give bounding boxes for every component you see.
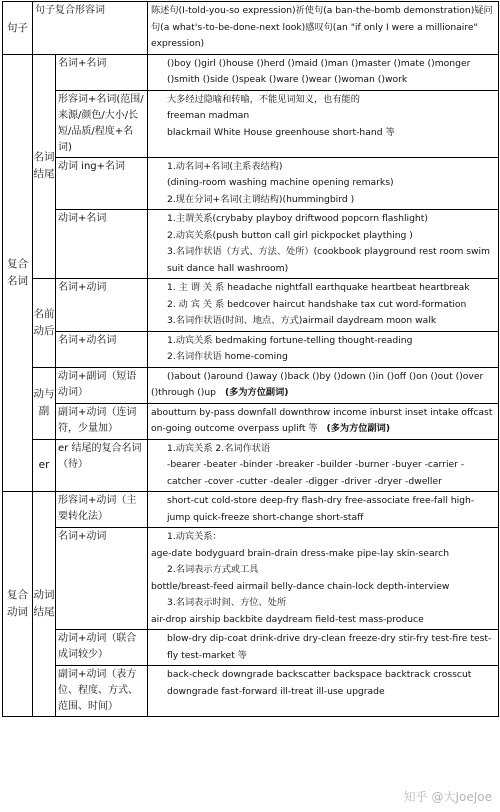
row-ing-noun xyxy=(3,157,499,210)
content-ing-noun xyxy=(148,157,499,210)
line: bottle/breast-feed airmail belly-dance chain-lock depth-interview xyxy=(151,579,496,596)
line: 1.动宾关系： xyxy=(151,529,496,546)
content-verb-adverb xyxy=(148,367,499,403)
content-noun-noun xyxy=(148,54,499,90)
category-compound-noun xyxy=(3,54,33,492)
label-noun-verb: 名词+动词 xyxy=(56,279,148,332)
group-verb-adverb: 动与副 xyxy=(33,367,56,439)
row-verb-noun xyxy=(3,210,499,279)
hint: (多为方位副词) xyxy=(225,387,289,398)
line: 3.名词作状语(时间、地点、方式)airmail daydream moon walk xyxy=(151,313,496,330)
content-adj-verb xyxy=(148,492,499,528)
row-verb-verb xyxy=(3,630,499,666)
line: age-date bodyguard brain-drain dress-make pipe-lay skin-search xyxy=(151,546,496,563)
content-adverb-verb xyxy=(148,403,499,439)
line: 3.名词作状语（方式、方法、处所）(cookbook playground rest room swim suit dance hall washroom) xyxy=(151,244,496,277)
word-formation-table xyxy=(2,1,499,717)
label-adj-noun: 形容词+名词(范围/来源/颜色/大小/长短/品质/程度+名词) xyxy=(56,90,148,157)
line: freeman madman xyxy=(151,108,496,125)
line: 1.动宾关系 2.名词作状语 xyxy=(151,441,496,458)
row-noun-gerund xyxy=(3,331,499,367)
content-noun-gerund xyxy=(148,331,499,367)
content-er-noun xyxy=(148,439,499,492)
label-verb-adverb: 动词+副词（短语动词） xyxy=(56,367,148,403)
line: -bearer -beater -binder -breaker -builder -burner -buyer -carrier -catcher -cover -cutter -dealer -digger -driver -dryer -dweller xyxy=(151,457,496,490)
content-verb-noun xyxy=(148,210,499,279)
group-noun-before-verb: 名前动后 xyxy=(33,279,56,368)
line: 2.名词表示方式或工具 xyxy=(151,562,496,579)
line: blackmail White House greenhouse short-hand 等 xyxy=(151,125,496,142)
line: ()boy ()girl ()house ()herd ()maid ()man ()master ()mate ()monger ()smith ()side ()speak ()ware ()wear ()woman ()work xyxy=(151,56,496,89)
group-noun-ending: 名词结尾 xyxy=(33,54,56,279)
label-adverb-verb-2: 副词+动词（表方位、程度、方式、范围、时间） xyxy=(56,666,148,717)
label-er-noun: er 结尾的复合名词（待） xyxy=(56,439,148,492)
line: (dining-room washing machine opening remarks) xyxy=(151,175,496,192)
row-sentence-adjective xyxy=(3,2,499,55)
line: 2.名词作状语 home-coming xyxy=(151,349,496,366)
line: 2. 动 宾 关 系 bedcover haircut handshake tax cut word-formation xyxy=(151,297,496,314)
line: 3.名词表示时间、方位、处所 xyxy=(151,595,496,612)
group-verb-ending: 动词结尾 xyxy=(33,492,56,717)
line: back-check downgrade backscatter backspace backtrack crosscut downgrade fast-forward ill-treat ill-use upgrade xyxy=(151,667,496,700)
row-adverb-verb xyxy=(3,403,499,439)
line: 大多经过隐喻和转喻，不能见词知义，也有能的 xyxy=(151,92,496,109)
label-sentence-adjective: 句子复合形容词 xyxy=(33,2,148,55)
line: 1.动名词+名词(主系表结构) xyxy=(151,159,496,176)
line: 1.动宾关系 bedmaking fortune-telling thought-reading xyxy=(151,333,496,350)
label-adj-verb: 形容词+动词（主要转化法） xyxy=(56,492,148,528)
label-verb-noun: 动词+名词 xyxy=(56,210,148,279)
watermark: 知乎 @大JoeJoe xyxy=(404,788,492,805)
hint: (多为方位副词) xyxy=(327,423,391,434)
content-adj-noun xyxy=(148,90,499,157)
row-adj-noun xyxy=(3,90,499,157)
content-noun-verb-2 xyxy=(148,528,499,630)
line: 1.主谓关系(crybaby playboy driftwood popcorn flashlight) xyxy=(151,211,496,228)
row-adj-verb xyxy=(3,492,499,528)
content-noun-verb xyxy=(148,279,499,332)
line: blow-dry dip-coat drink-drive dry-clean freeze-dry stir-fry test-fire test-fly test-market 等 xyxy=(151,631,496,664)
content-adverb-verb-2 xyxy=(148,666,499,717)
label-adverb-verb: 副词+动词（连词符，少量加） xyxy=(56,403,148,439)
line: 1. 主 谓 关 系 headache nightfall earthquake heartbeat heartbreak xyxy=(151,280,496,297)
category-compound-noun-text: 复合名词 xyxy=(3,256,32,290)
category-compound-verb: 复合动词 xyxy=(3,492,33,717)
row-noun-noun xyxy=(3,54,499,90)
line: air-drop airship backbite daydream field-test mass-produce xyxy=(151,612,496,629)
row-er-noun xyxy=(3,439,499,492)
label-verb-verb: 动词+动词（联合成词较少） xyxy=(56,630,148,666)
line: aboutturn by-pass downfall downthrow income inburst inset intake offcast on-going outcome overpass uplift 等 xyxy=(151,407,492,435)
row-noun-verb xyxy=(3,279,499,332)
row-noun-verb-2 xyxy=(3,528,499,630)
label-noun-noun: 名词+名词 xyxy=(56,54,148,90)
group-er: er xyxy=(33,439,56,492)
line: 2.现在分词+名词(主谓结构)(hummingbird ) xyxy=(151,192,496,209)
content-verb-verb xyxy=(148,630,499,666)
label-ing-noun: 动词 ing+名词 xyxy=(56,157,148,210)
row-verb-adverb xyxy=(3,367,499,403)
category-sentence: 句子 xyxy=(3,2,33,55)
label-noun-verb-2: 名词+动词 xyxy=(56,528,148,630)
line: 2.动宾关系(push button call girl pickpocket plaything ) xyxy=(151,228,496,245)
line: ()about ()around ()away ()back ()by ()down ()in ()off ()on ()out ()over ()through ()up xyxy=(151,371,483,399)
line: short-cut cold-store deep-fry flash-dry free-associate free-fall high-jump quick-freeze short-change short-staff xyxy=(151,493,496,526)
row-adverb-verb-2 xyxy=(3,666,499,717)
label-noun-gerund: 名词+动名词 xyxy=(56,331,148,367)
content-sentence-adjective: 陈述句(I-told-you-so expression)祈使句(a ban-the-bomb demonstration)疑问句(a what's-to-be-done-next look)感叹句(an "if only I were a millionaire" expression) xyxy=(148,2,499,55)
